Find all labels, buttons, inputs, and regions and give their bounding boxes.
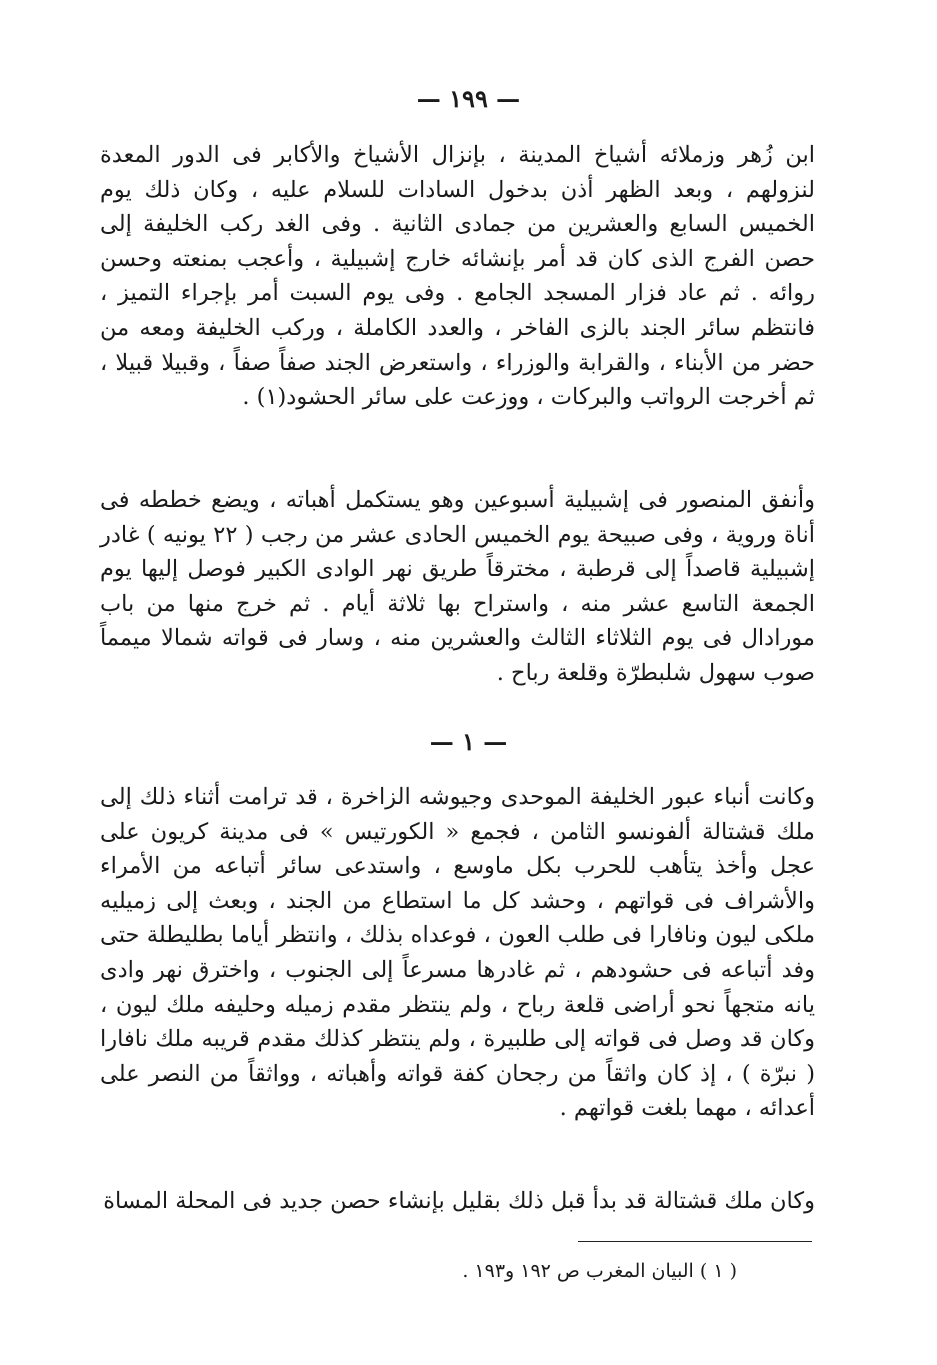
section-marker: — ١ — bbox=[429, 727, 508, 756]
paragraph-text: ابن زُهر وزملائه أشياخ المدينة ، بإنزال الأشياخ والأكابر فى الدور المعدة لنزولهم ، وبعد الظهر أذن بدخول السادات للسلام عليه ، وكان ذلك يوم الخميس السابع والعشرين من جمادى الثانية . وفى الغد ركب الخليفة إلى حصن الفرج الذى كان قد أمر بإنشائه خارج إشبيلية ، وأعجب بمنعته وحسن روائه . ثم عاد فزار المسجد الجامع . وفى يوم السبت أمر بإجراء التميز ، فانتظم سائر الجند بالزى الفاخر ، والعدد الكاملة ، وركب الخليفة ومعه من حضر من الأبناء ، والقرابة والوزراء ، واستعرض الجند صفاً صفاً ، وقبيلا قبيلا ، ثم أخرجت الرواتب والبركات ، ووزعت على سائر الحشود(١) . bbox=[100, 142, 815, 411]
footnote: ( ١ ) البيان المغرب ص ١٩٢ و١٩٣ . bbox=[462, 1260, 737, 1282]
paragraph-text: وكان ملك قشتالة قد بدأ قبل ذلك بقليل بإنشاء حصن جديد فى المحلة المساة bbox=[103, 1188, 815, 1214]
paragraph-1 bbox=[100, 138, 815, 415]
paragraph-text: وأنفق المنصور فى إشبيلية أسبوعين وهو يستكمل أهباته ، ويضع خططه فى أناة وروية ، وفى صبيحة يوم الخميس الحادى عشر من رجب ( ٢٢ يونيه ) غادر إشبيلية قاصداً إلى قرطبة ، مخترقاً طريق نهر الوادى الكبير فوصل إليها يوم الجمعة التاسع عشر منه ، واستراح بها ثلاثة أيام . ثم خرج منها من باب مورادال فى يوم الثلاثاء الثالث والعشرين منه ، وسار فى قواته شمالا ميمماً صوب سهول شلبطرّة وقلعة رباح . bbox=[100, 487, 815, 686]
paragraph-3 bbox=[100, 780, 815, 1126]
footnote-divider bbox=[578, 1241, 812, 1242]
page-number: — ١٩٩ — bbox=[416, 84, 521, 113]
paragraph-2 bbox=[100, 483, 815, 691]
paragraph-4 bbox=[100, 1184, 815, 1219]
paragraph-text: وكانت أنباء عبور الخليفة الموحدى وجيوشه الزاخرة ، قد ترامت أثناء ذلك إلى ملك قشتالة ألفونسو الثامن ، فجمع « الكورتيس » فى مدينة كريون على عجل وأخذ يتأهب للحرب بكل ماوسع ، واستدعى سائر أتباعه من الأمراء والأشراف فى قواتهم ، وحشد كل ما استطاع من الجند ، وبعث إلى زميليه ملكى ليون ونافارا فى طلب العون ، فوعداه بذلك ، وانتظر أياما بطليطلة حتى وفد أتباعه فى حشودهم ، ثم غادرها مسرعاً إلى الجنوب ، واخترق نهر وادى يانه متجهاً نحو أراضى قلعة رباح ، ولم ينتظر مقدم زميله وحليفه ملك ليون ، وكان قد وصل فى قواته إلى طلبيرة ، ولم ينتظر كذلك مقدم قريبه ملك نافارا ( نبرّة ) ، إذ كان واثقاً من رجحان كفة قواته وأهباته ، وواثقاً من النصر على أعدائه ، مهما بلغت قواتهم . bbox=[100, 784, 815, 1122]
